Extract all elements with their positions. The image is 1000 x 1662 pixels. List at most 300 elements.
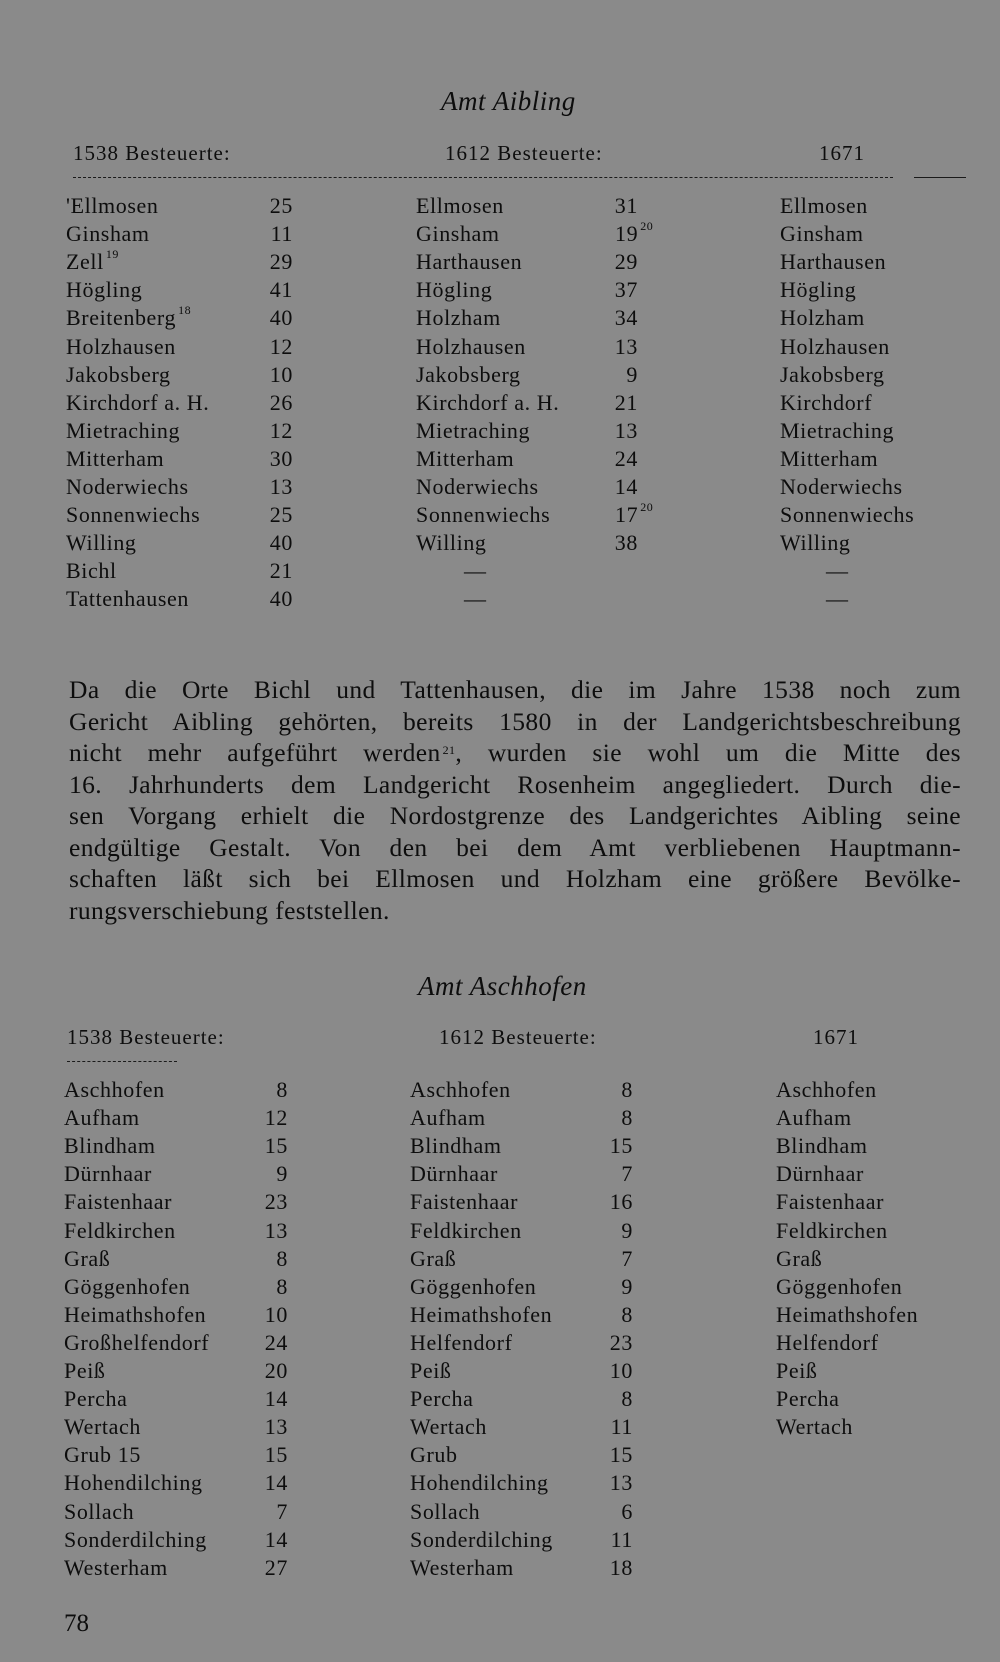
place-1538 — [66, 277, 142, 303]
place-1612 — [410, 1077, 511, 1103]
count-1612 — [615, 334, 638, 360]
place-1538-text: Aufham — [64, 1105, 140, 1131]
table-row — [0, 193, 1000, 221]
count-1612-text: 9 — [626, 361, 638, 387]
place-1612 — [410, 1330, 513, 1356]
place-1612 — [416, 362, 521, 388]
count-1612 — [615, 474, 638, 500]
count-1538-text: 10 — [264, 1301, 288, 1327]
place-1671-text: Holzhausen — [780, 333, 890, 359]
place-1612 — [416, 193, 504, 219]
count-1538 — [265, 1555, 288, 1581]
place-1612 — [410, 1274, 536, 1300]
place-1538 — [66, 334, 176, 360]
place-1538 — [66, 474, 189, 500]
place-1538 — [66, 558, 117, 584]
place-1671-text: Noderwiechs — [780, 474, 903, 499]
count-1538 — [276, 1499, 288, 1525]
count-1612 — [615, 221, 653, 247]
place-1671-text: Mietraching — [780, 417, 895, 443]
count-1538 — [265, 1386, 288, 1412]
count-1538 — [271, 221, 293, 247]
place-1671 — [780, 193, 868, 219]
place-1671 — [780, 334, 890, 360]
body-paragraph — [69, 674, 961, 926]
count-1612 — [610, 1358, 633, 1384]
count-1612-text: 8 — [621, 1077, 633, 1102]
place-1612-text: Percha — [410, 1386, 474, 1412]
count-1538-text: 7 — [276, 1498, 288, 1524]
place-1612-text: — — [464, 558, 487, 584]
place-1538 — [64, 1189, 172, 1215]
place-1612-text: Holzham — [416, 305, 501, 331]
count-1538-text: 40 — [269, 586, 293, 612]
footnote-ref: 19 — [105, 247, 120, 262]
place-1612-text: Grub — [410, 1442, 458, 1468]
table-row — [0, 1386, 1000, 1414]
place-1538-text: Breitenberg — [66, 305, 177, 331]
place-1671 — [776, 1330, 879, 1356]
count-1538 — [270, 530, 293, 556]
place-1538 — [64, 1077, 165, 1103]
count-1538-text: 14 — [264, 1386, 288, 1412]
table-row — [0, 334, 1000, 362]
place-1612-text: Willing — [416, 530, 487, 556]
count-1612 — [610, 1442, 633, 1468]
place-1612 — [410, 1161, 498, 1187]
paragraph-line: rungsverschiebung feststellen. — [69, 895, 390, 925]
place-1538-text: Hohendilching — [64, 1470, 203, 1496]
count-1612 — [615, 193, 638, 219]
place-1612-text: Holzhausen — [416, 333, 526, 359]
place-1671 — [776, 1161, 864, 1187]
place-1612 — [410, 1218, 522, 1244]
table-row — [0, 1555, 1000, 1583]
table-row — [0, 1470, 1000, 1498]
count-1612 — [611, 1414, 633, 1440]
count-1612-text: 23 — [609, 1329, 633, 1355]
count-1612-text: 6 — [621, 1498, 633, 1524]
place-1538-text: Blindham — [64, 1133, 156, 1159]
count-1538 — [265, 1358, 288, 1384]
place-1538-text: Mietraching — [66, 417, 181, 443]
place-1612 — [410, 1302, 552, 1328]
place-1538 — [66, 221, 150, 247]
count-1538 — [265, 1330, 288, 1356]
place-1612-text: Aufham — [410, 1105, 486, 1131]
place-1612 — [416, 502, 550, 528]
table-row — [0, 586, 1000, 614]
place-1538-text: Dürnhaar — [64, 1161, 152, 1187]
place-1612-text: — — [464, 586, 487, 612]
count-1538-text: 11 — [270, 221, 293, 247]
place-1538 — [66, 586, 189, 612]
count-1538-text: 27 — [264, 1554, 288, 1580]
count-1538-text: 8 — [276, 1077, 288, 1102]
place-1671 — [776, 1414, 853, 1440]
place-1671-text: Harthausen — [780, 249, 887, 275]
count-1612 — [621, 1302, 633, 1328]
place-1612-text: Högling — [416, 277, 493, 303]
place-1612 — [416, 221, 500, 247]
place-1671-text: Faistenhaar — [776, 1189, 885, 1215]
count-1612 — [615, 277, 638, 303]
count-1612-text: 13 — [609, 1470, 633, 1496]
count-1538 — [276, 1077, 288, 1103]
header-1612-aschhofen: 1612 Besteuerte: — [439, 1025, 597, 1049]
place-1612 — [416, 418, 530, 444]
count-1538 — [270, 390, 293, 416]
place-1612 — [410, 1414, 487, 1440]
place-1538 — [64, 1555, 168, 1581]
place-1538 — [64, 1246, 110, 1272]
table-rule-aschhofen — [67, 1061, 177, 1062]
count-1538 — [276, 1246, 288, 1272]
place-1671-text: Wertach — [776, 1414, 853, 1440]
place-1671-text: Peiß — [776, 1358, 818, 1383]
place-1538 — [64, 1274, 190, 1300]
count-1538 — [270, 305, 293, 331]
table-row — [0, 1414, 1000, 1442]
header-1538-aibling: 1538 Besteuerte: — [73, 141, 231, 165]
count-1612-text: 9 — [621, 1273, 633, 1299]
place-1671 — [776, 1189, 884, 1215]
place-1671-text: Feldkirchen — [776, 1217, 888, 1243]
count-1612 — [610, 1470, 633, 1496]
count-1538 — [270, 418, 293, 444]
count-1538 — [276, 1274, 288, 1300]
table-row — [0, 1274, 1000, 1302]
place-1671-text: Sonnenwiechs — [780, 502, 915, 528]
place-1538-text: Sonnenwiechs — [66, 502, 201, 528]
table-row — [0, 1527, 1000, 1555]
place-1671 — [780, 305, 865, 331]
count-1538-text: 40 — [269, 530, 293, 556]
count-1612 — [610, 1555, 633, 1581]
count-1612-text: 8 — [621, 1105, 633, 1131]
table-rule-aibling — [73, 177, 893, 178]
count-1612-text: 7 — [621, 1245, 633, 1271]
count-1612 — [621, 1499, 633, 1525]
place-1612 — [416, 446, 514, 472]
table-row — [0, 1499, 1000, 1527]
count-1538 — [265, 1470, 288, 1496]
paragraph-line: Gericht Aibling gehörten, bereits 1580 in der Landgerichtsbeschreibung — [69, 706, 961, 736]
place-1671 — [776, 1274, 902, 1300]
place-1671 — [776, 1133, 868, 1159]
count-1612-text: 14 — [614, 474, 638, 499]
header-1538-aschhofen: 1538 Besteuerte: — [67, 1025, 225, 1049]
count-1538-text: 14 — [264, 1470, 288, 1496]
place-1538-text: Högling — [66, 277, 143, 303]
place-1538-text: Peiß — [64, 1358, 106, 1383]
count-1612 — [621, 1274, 633, 1300]
table-row — [0, 362, 1000, 390]
table-row — [0, 1105, 1000, 1133]
place-1671-text: Willing — [780, 530, 851, 556]
place-1538 — [66, 362, 171, 388]
count-1538-text: 13 — [269, 474, 293, 499]
place-1538-text: Westerham — [64, 1554, 168, 1580]
place-1538-text: Kirchdorf a. H. — [66, 389, 210, 415]
count-1538 — [265, 1414, 288, 1440]
place-1671-text: Holzham — [780, 305, 865, 331]
place-1612-text: Helfendorf — [410, 1329, 513, 1355]
section-title-aschhofen: Amt Aschhofen — [418, 971, 587, 1001]
table-row — [0, 305, 1000, 333]
count-1612 — [621, 1161, 633, 1187]
count-1612 — [626, 362, 638, 388]
count-1612-text: 7 — [621, 1161, 633, 1187]
place-1538-text: Willing — [66, 530, 137, 556]
place-1612-text: Sonnenwiechs — [416, 502, 551, 528]
place-1671-text: Heimathshofen — [776, 1301, 919, 1327]
place-1538-text: Mitterham — [66, 445, 165, 471]
place-1671 — [780, 390, 872, 416]
count-1538-text: 41 — [269, 277, 293, 303]
table-row — [0, 530, 1000, 558]
place-1612-text: Mietraching — [416, 417, 531, 443]
count-1612-text: 10 — [609, 1358, 633, 1383]
place-1671-text: — — [826, 586, 849, 612]
table-row — [0, 446, 1000, 474]
count-1612 — [615, 390, 638, 416]
place-1612-text: Heimathshofen — [410, 1301, 553, 1327]
count-1612-text: 38 — [614, 530, 638, 556]
paragraph-line: sen Vorgang erhielt die Nordostgrenze des Landgerichtes Aibling seine — [69, 801, 961, 830]
place-1612 — [416, 305, 501, 331]
place-1671-text: Aufham — [776, 1105, 852, 1131]
place-1612 — [410, 1133, 502, 1159]
place-1538-text: 'Ellmosen — [66, 193, 159, 218]
table-row — [0, 502, 1000, 530]
place-1538 — [66, 446, 164, 472]
count-1612-text: 24 — [614, 445, 638, 471]
place-1612 — [416, 277, 492, 303]
place-1612-text: Ginsham — [416, 221, 500, 247]
place-1612-text: Ellmosen — [416, 193, 504, 218]
count-1538-text: 12 — [264, 1105, 288, 1131]
place-1612-text: Westerham — [410, 1554, 514, 1580]
header-1612-aibling: 1612 Besteuerte: — [445, 141, 603, 165]
place-1671 — [776, 1358, 818, 1384]
header-1671-aschhofen: 1671 — [813, 1025, 859, 1049]
place-1671-text: Ellmosen — [780, 193, 868, 218]
footnote-ref: 20 — [640, 500, 654, 515]
count-1612 — [615, 530, 638, 556]
place-1612 — [464, 586, 487, 612]
count-1538 — [270, 249, 293, 275]
place-1538 — [64, 1105, 140, 1131]
count-1538 — [270, 277, 293, 303]
place-1671-text: Jakobsberg — [780, 361, 885, 387]
count-1612-text: 18 — [609, 1554, 633, 1580]
place-1612 — [416, 530, 487, 556]
place-1538 — [64, 1414, 141, 1440]
count-1612 — [610, 1330, 633, 1356]
count-1538 — [270, 502, 293, 528]
count-1538-text: 15 — [264, 1133, 288, 1159]
count-1612 — [615, 249, 638, 275]
place-1671-text: Dürnhaar — [776, 1161, 864, 1187]
count-1538 — [270, 362, 293, 388]
count-1612 — [621, 1246, 633, 1272]
place-1671-text: Percha — [776, 1386, 840, 1412]
count-1612-text: 8 — [621, 1386, 633, 1412]
count-1538-text: 29 — [269, 249, 293, 275]
table-row — [0, 1442, 1000, 1470]
place-1671 — [780, 530, 851, 556]
place-1671-text: Blindham — [776, 1133, 868, 1159]
place-1538-text: Holzhausen — [66, 333, 176, 359]
count-1612-text: 9 — [621, 1217, 633, 1243]
place-1538-text: Sollach — [64, 1498, 135, 1524]
count-1538 — [265, 1189, 288, 1215]
place-1538-text: Grub 15 — [64, 1442, 141, 1468]
place-1671 — [780, 474, 903, 500]
place-1612-text: Kirchdorf a. H. — [416, 389, 560, 415]
count-1538 — [270, 474, 293, 500]
place-1538 — [64, 1133, 156, 1159]
paragraph-line: schaften läßt sich bei Ellmosen und Holzham eine größere Bevölke- — [69, 864, 961, 893]
place-1538-text: Sonderdilching — [64, 1526, 207, 1552]
count-1612-text: 11 — [610, 1414, 633, 1440]
table-row — [0, 418, 1000, 446]
count-1538-text: 10 — [269, 361, 293, 387]
count-1538-text: 24 — [264, 1329, 288, 1355]
place-1538-text: Heimathshofen — [64, 1301, 207, 1327]
count-1538-text: 8 — [276, 1245, 288, 1271]
paragraph-line: endgültige Gestalt. Von den bei dem Amt verbliebenen Hauptmann- — [69, 832, 961, 862]
place-1612-text: Noderwiechs — [416, 474, 539, 499]
footnote-ref: 21 — [442, 743, 456, 757]
count-1538-text: 23 — [264, 1189, 288, 1215]
table-row — [0, 1077, 1000, 1105]
count-1612 — [610, 1133, 633, 1159]
place-1671 — [780, 221, 864, 247]
place-1671-text: Högling — [780, 277, 857, 303]
place-1612 — [416, 390, 559, 416]
place-1671-text: — — [826, 558, 849, 584]
place-1671 — [780, 446, 878, 472]
count-1538 — [265, 1302, 288, 1328]
place-1538 — [66, 418, 180, 444]
paragraph-line: 16. Jahrhunderts dem Landgericht Rosenheim angegliedert. Durch die- — [69, 769, 961, 799]
table-row — [0, 277, 1000, 305]
footnote-ref: 20 — [640, 219, 654, 234]
place-1538-text: Aschhofen — [64, 1077, 165, 1102]
place-1671 — [826, 586, 849, 612]
place-1538 — [66, 530, 137, 556]
place-1538 — [66, 193, 158, 219]
count-1538 — [265, 1133, 288, 1159]
paragraph-text: , wurden sie wohl um die Mitte des — [455, 738, 961, 767]
place-1671 — [776, 1302, 918, 1328]
count-1612-text: 17 — [615, 502, 639, 528]
place-1612 — [410, 1246, 456, 1272]
place-1671 — [780, 249, 886, 275]
place-1538 — [64, 1442, 141, 1468]
count-1612-text: 15 — [609, 1133, 633, 1159]
count-1538-text: 20 — [264, 1358, 288, 1383]
place-1612-text: Peiß — [410, 1358, 452, 1383]
place-1538-text: Percha — [64, 1386, 128, 1412]
count-1612 — [621, 1218, 633, 1244]
count-1612-text: 19 — [615, 221, 639, 247]
place-1671 — [776, 1218, 888, 1244]
place-1538 — [66, 502, 200, 528]
place-1671-text: Göggenhofen — [776, 1273, 903, 1299]
footnote-ref: 18 — [178, 303, 192, 318]
table-row — [0, 1189, 1000, 1217]
count-1612-text: 21 — [614, 389, 638, 415]
count-1612 — [615, 502, 653, 528]
place-1538-text: Zell — [66, 249, 104, 275]
place-1538-text: Göggenhofen — [64, 1273, 191, 1299]
count-1612 — [621, 1386, 633, 1412]
place-1538 — [64, 1527, 207, 1553]
paragraph-line-with-footnote — [69, 737, 961, 769]
place-1612-text: Feldkirchen — [410, 1217, 522, 1243]
count-1538 — [270, 334, 293, 360]
count-1538-text: 30 — [269, 445, 293, 471]
place-1538-text: Großhelfendorf — [64, 1329, 210, 1355]
table-row — [0, 1358, 1000, 1386]
paragraph-text: nicht mehr aufgeführt werden — [69, 738, 441, 767]
table-row — [0, 1133, 1000, 1161]
place-1612-text: Sonderdilching — [410, 1526, 553, 1552]
count-1612-text: 16 — [609, 1189, 633, 1215]
place-1538 — [64, 1161, 152, 1187]
count-1612 — [621, 1105, 633, 1131]
place-1612-text: Dürnhaar — [410, 1161, 498, 1187]
place-1538-text: Noderwiechs — [66, 474, 189, 499]
table-row — [0, 1246, 1000, 1274]
count-1538 — [265, 1527, 288, 1553]
table-rule-aibling-end — [914, 177, 966, 178]
place-1538 — [64, 1218, 176, 1244]
count-1612-text: 15 — [609, 1442, 633, 1468]
count-1612-text: 13 — [614, 417, 638, 443]
count-1612 — [615, 305, 638, 331]
table-row — [0, 1302, 1000, 1330]
count-1538-text: 21 — [269, 558, 293, 584]
place-1538 — [66, 249, 119, 275]
place-1612-text: Harthausen — [416, 249, 523, 275]
place-1612 — [410, 1470, 549, 1496]
place-1612 — [464, 558, 487, 584]
place-1612 — [416, 334, 526, 360]
place-1671-text: Kirchdorf — [780, 389, 873, 415]
place-1671 — [826, 558, 849, 584]
place-1671-text: Helfendorf — [776, 1329, 879, 1355]
place-1671 — [776, 1077, 877, 1103]
table-row — [0, 558, 1000, 586]
place-1671 — [780, 362, 885, 388]
place-1671 — [780, 502, 914, 528]
place-1538 — [66, 390, 209, 416]
table-row — [0, 1330, 1000, 1358]
count-1538-text: 9 — [276, 1161, 288, 1187]
place-1538 — [66, 305, 191, 331]
section-title-aibling: Amt Aibling — [441, 86, 576, 116]
place-1671-text: Graß — [776, 1245, 823, 1271]
place-1538 — [64, 1330, 209, 1356]
place-1538 — [64, 1470, 203, 1496]
place-1538-text: Bichl — [66, 558, 117, 584]
place-1671-text: Mitterham — [780, 445, 879, 471]
count-1538 — [270, 558, 293, 584]
